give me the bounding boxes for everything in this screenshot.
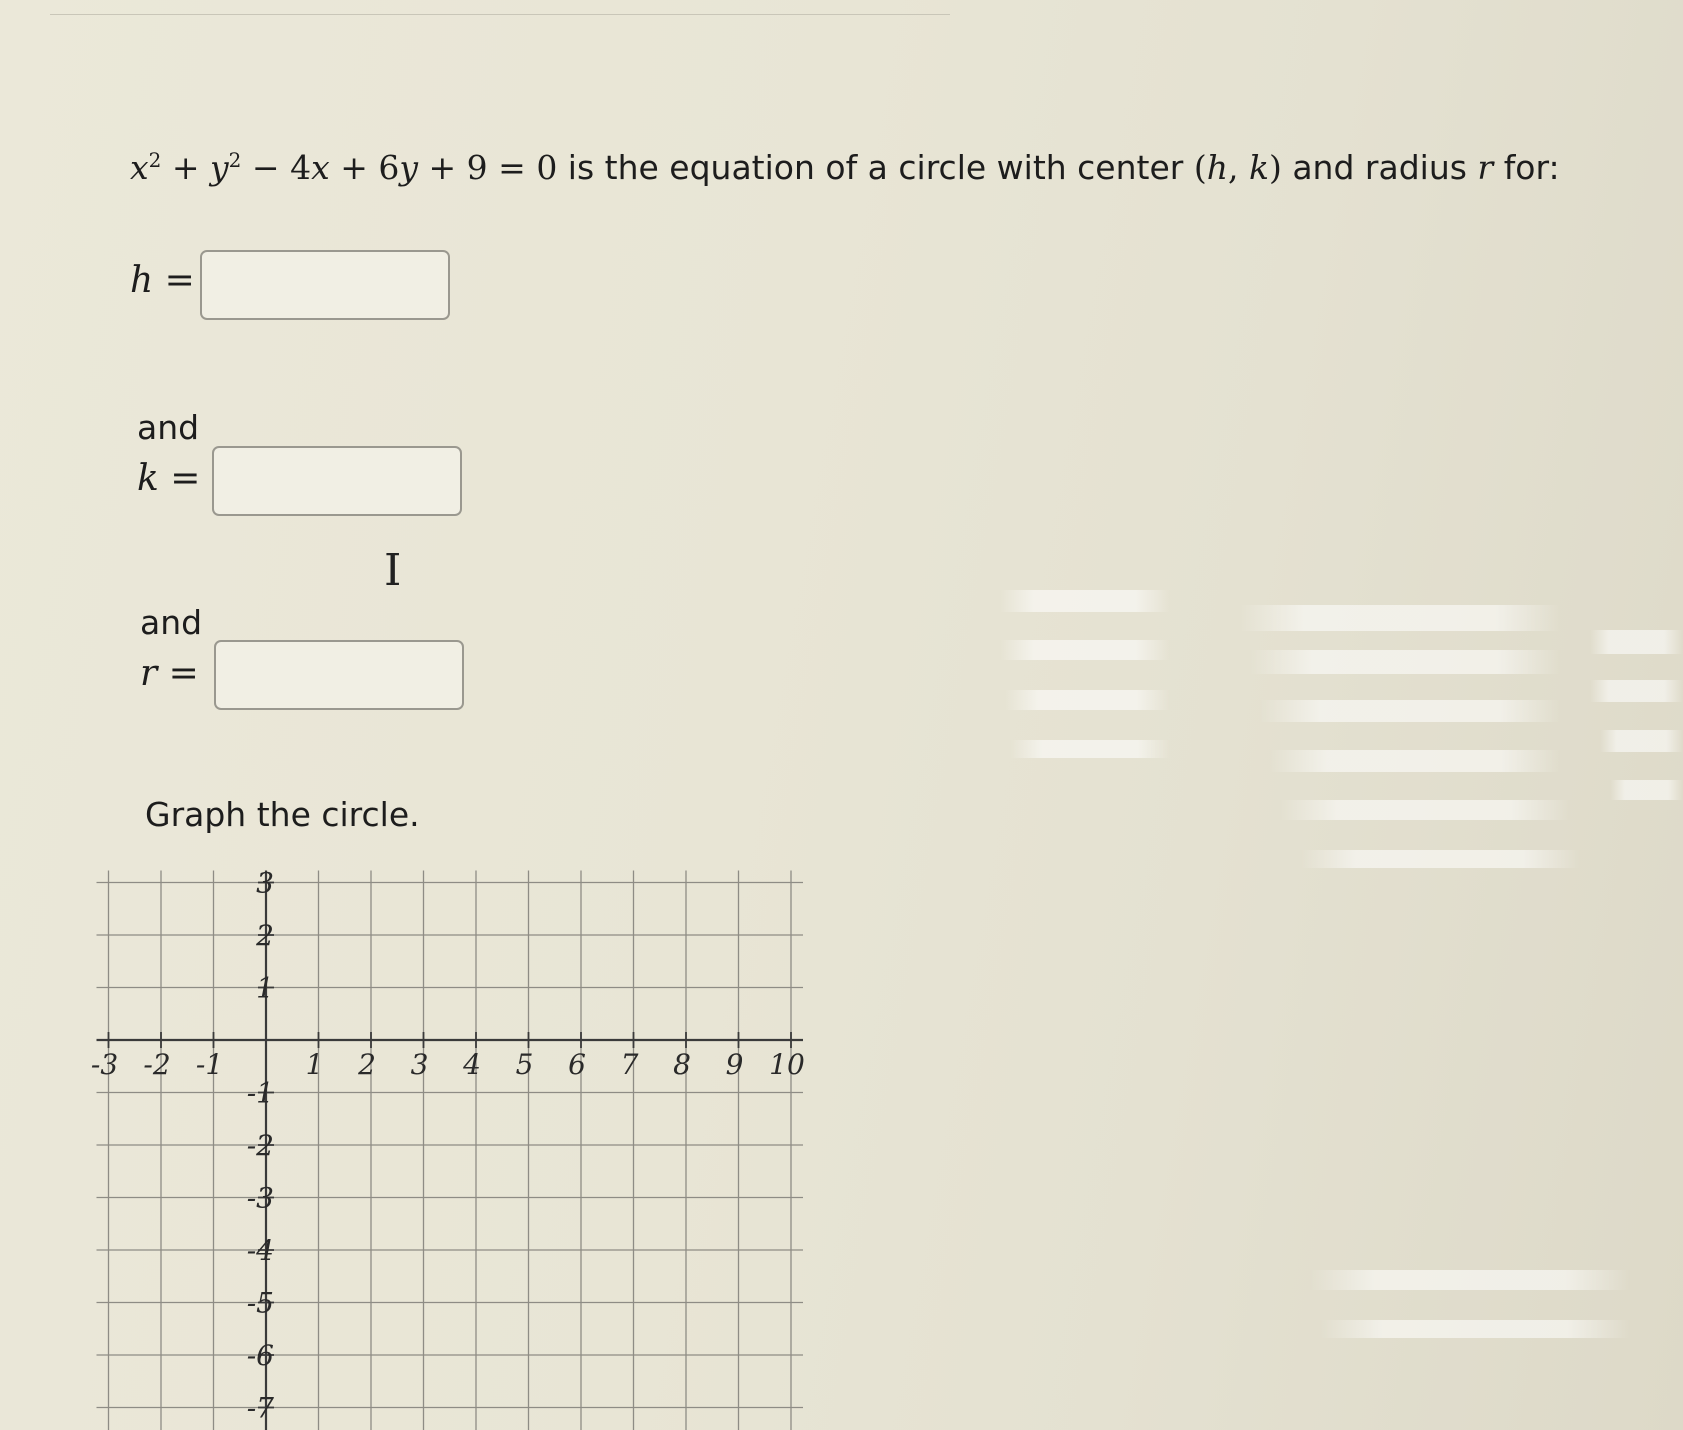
question-text-mid: is the equation of a circle with center	[557, 148, 1194, 187]
y-tick-label: -6	[246, 1339, 274, 1372]
question-text-end: for:	[1493, 148, 1560, 187]
x-tick-label: 2	[358, 1048, 376, 1081]
y-tick-label: -5	[246, 1286, 274, 1320]
x-tick-label: 9	[725, 1048, 744, 1081]
y-tick-label: -2	[246, 1129, 274, 1162]
y-tick-label: -3	[246, 1181, 274, 1215]
question-text-radius: and radius	[1281, 148, 1478, 187]
x-tick-label: 8	[673, 1048, 691, 1081]
y-tick-label: -4	[246, 1234, 274, 1267]
h-label: h =	[130, 260, 195, 301]
k-label: k =	[137, 458, 201, 499]
grid-lines	[97, 871, 804, 1430]
y-tick-label: 1	[256, 971, 274, 1005]
y-tick-label: 2	[256, 919, 274, 952]
radius-symbol: r	[1477, 148, 1494, 187]
circle-graph[interactable]	[90, 860, 860, 1430]
circle-equation: $x^2 + y^2 - 4x + 6y + 9 = 0$	[130, 148, 558, 187]
k-input[interactable]	[212, 446, 462, 516]
graph-title: Graph the circle.	[145, 795, 420, 834]
and-label-k: and	[137, 408, 200, 447]
x-tick-label: -1	[195, 1048, 224, 1081]
x-tick-label: 6	[568, 1048, 586, 1081]
x-tick-label: -2	[143, 1048, 171, 1081]
x-tick-label: 3	[410, 1048, 429, 1081]
center-notation: (h, k)	[1193, 148, 1282, 187]
x-tick-label: 7	[620, 1048, 639, 1081]
x-tick-label: 5	[515, 1048, 534, 1081]
axes	[97, 871, 804, 1430]
and-label-r: and	[140, 603, 203, 642]
y-tick-label: -1	[246, 1076, 274, 1110]
r-label: r =	[140, 653, 199, 694]
r-input[interactable]	[214, 640, 464, 710]
top-divider	[50, 14, 950, 15]
x-tick-label: 1	[305, 1048, 324, 1081]
y-tick-label: 3	[256, 866, 274, 900]
h-input[interactable]	[200, 250, 450, 320]
x-tick-label: 4	[463, 1048, 481, 1081]
text-cursor-icon: I	[384, 545, 402, 596]
x-tick-label: -3	[90, 1048, 119, 1081]
question-prompt	[130, 148, 1560, 187]
x-tick-label: 10	[769, 1048, 805, 1081]
y-tick-label: -7	[246, 1391, 274, 1425]
